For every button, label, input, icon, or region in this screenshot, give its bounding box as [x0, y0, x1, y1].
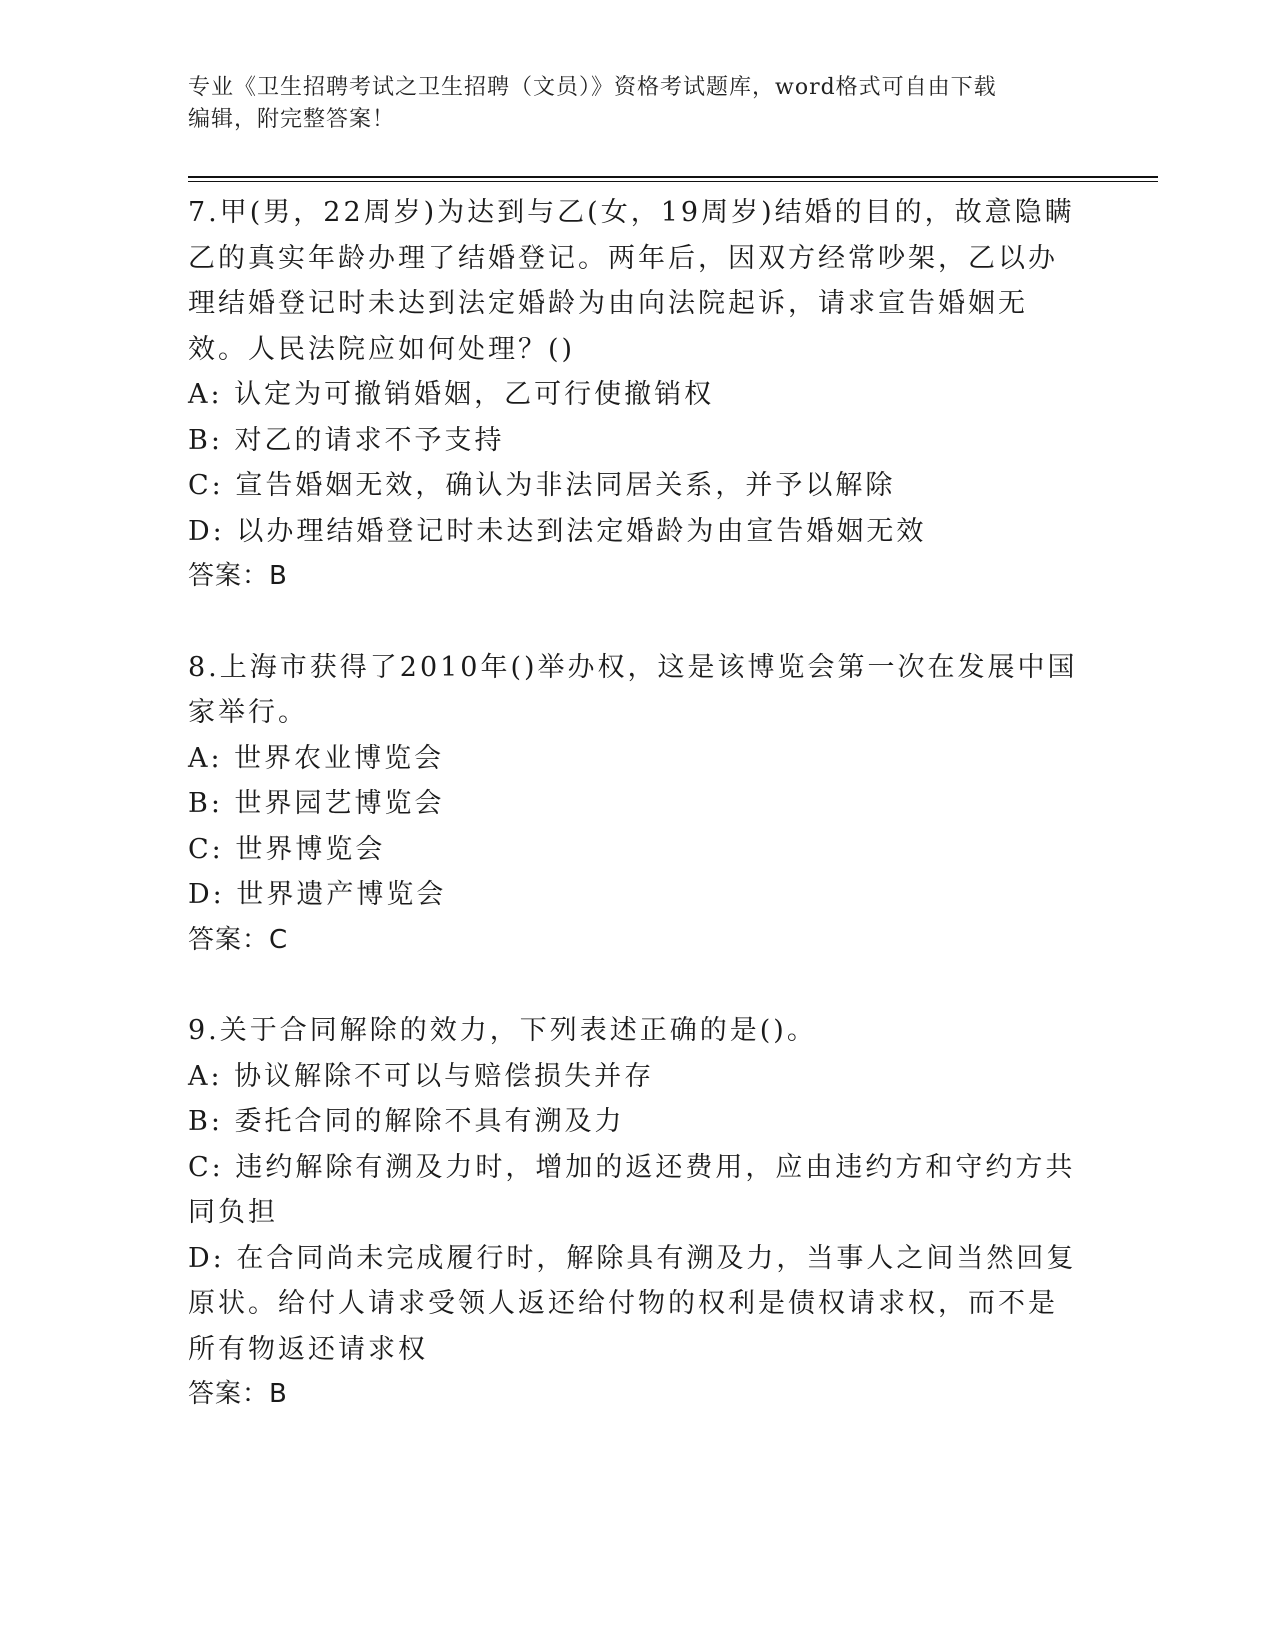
option-d: D: 以办理结婚登记时未达到法定婚龄为由宣告婚姻无效 — [188, 515, 927, 547]
option-d: D: 世界遗产博览会 — [188, 879, 447, 910]
option-b: B: 委托合同的解除不具有溯及力 — [188, 1106, 625, 1137]
question-list — [188, 190, 1078, 1418]
option-b: B: 对乙的请求不予支持 — [188, 424, 505, 456]
question-9 — [188, 1008, 1078, 1418]
option-c: C: 违约解除有溯及力时，增加的返还费用，应由违约方和守约方共同负担 — [188, 1151, 1076, 1228]
question-stem: 9.关于合同解除的效力，下列表述正确的是()。 — [188, 1015, 817, 1046]
option-a: A: 认定为可撤销婚姻，乙可行使撤销权 — [188, 379, 715, 410]
answer: 答案：B — [188, 1379, 288, 1409]
question-stem: 8.上海市获得了2010年()举办权，这是该博览会第一次在发展中国家举行。 — [188, 651, 1078, 728]
option-a: A: 协议解除不可以与赔偿损失并存 — [188, 1060, 655, 1092]
answer: 答案：B — [188, 561, 288, 591]
document-header — [188, 72, 1068, 136]
option-c: C: 宣告婚姻无效，确认为非法同居关系，并予以解除 — [188, 470, 896, 501]
option-a: A: 世界农业博览会 — [188, 742, 445, 774]
header-divider-thick — [188, 176, 1158, 178]
question-7 — [188, 190, 1078, 600]
header-line-1: 专业《卫生招聘考试之卫生招聘（文员）》资格考试题库，word格式可自由下载 — [188, 75, 997, 100]
option-c: C: 世界博览会 — [188, 833, 386, 865]
header-line-2: 编辑，附完整答案！ — [188, 107, 396, 132]
option-d: D: 在合同尚未完成履行时，解除具有溯及力，当事人之间当然回复原状。给付人请求受领人返还给付物的权利是债权请求权，而不是所有物返还请求权 — [188, 1242, 1077, 1365]
option-b: B: 世界园艺博览会 — [188, 788, 445, 819]
question-8 — [188, 645, 1078, 964]
header-divider-thin — [188, 181, 1158, 182]
question-stem: 7.甲(男，22周岁)为达到与乙(女，19周岁)结婚的目的，故意隐瞒乙的真实年龄办理了结婚登记。两年后，因双方经常吵架，乙以办理结婚登记时未达到法定婚龄为由向法院起诉，请求宣告婚姻无效。人民法院应如何处理？() — [188, 197, 1075, 365]
answer: 答案：C — [188, 924, 289, 955]
